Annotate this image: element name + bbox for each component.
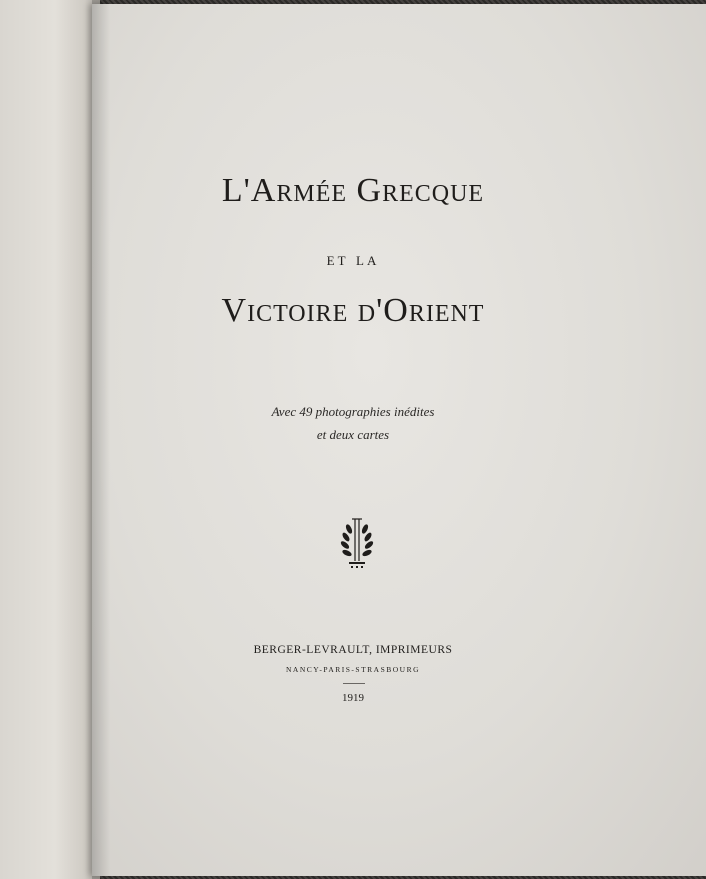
book-title-line-1: L'Armée Grecque: [221, 172, 485, 209]
book-title-line-3: Victoire d'Orient: [221, 292, 485, 329]
book-title-line-2: et la: [326, 249, 380, 269]
printer-name: BERGER-LEVRAULT, IMPRIMEURS: [253, 644, 453, 656]
subtitle-line-2: et deux cartes: [316, 427, 390, 442]
laurel-wreath-emblem-icon: [337, 515, 377, 571]
subtitle-line-1: Avec 49 photographies inédites: [271, 404, 435, 419]
publication-year: 1919: [342, 692, 364, 704]
divider-rule: [343, 683, 365, 684]
printer-cities: NANCY-PARIS-STRASBOURG: [286, 665, 420, 674]
